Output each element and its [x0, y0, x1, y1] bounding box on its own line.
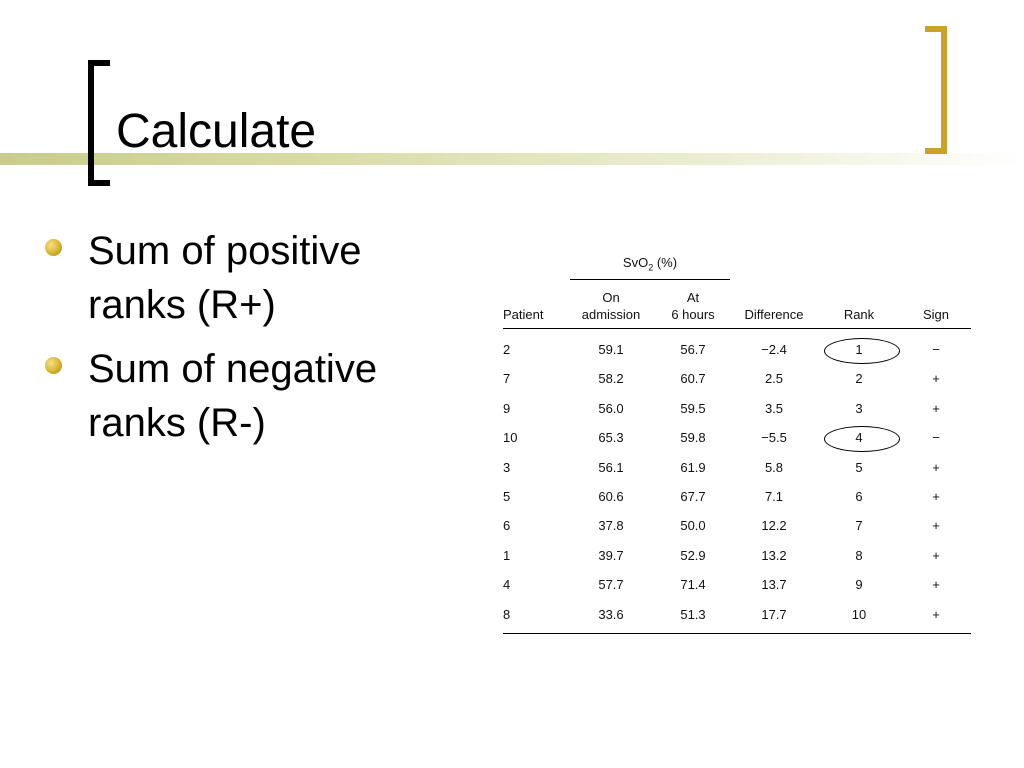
header-sign: Sign [901, 289, 971, 329]
cell-difference: −2.4 [761, 342, 787, 357]
cell-on-admission: 58.2 [598, 371, 624, 387]
header-on-admission: On admission [567, 289, 655, 329]
cell-patient: 7 [503, 371, 511, 387]
cell-sign: + [932, 577, 940, 593]
bullet-dot-icon [45, 357, 62, 374]
cell-on-admission: 56.0 [598, 400, 624, 416]
table-row [503, 600, 971, 634]
cell-difference: 17.7 [731, 600, 817, 634]
cell-on-admission: 57.7 [598, 577, 624, 593]
cell-rank: 4 [817, 423, 901, 452]
bullet-item [40, 342, 460, 450]
cell-sign: + [932, 371, 940, 387]
cell-patient: 3 [503, 459, 511, 475]
cell-rank: 1 [817, 329, 901, 365]
bullet-list [40, 224, 460, 460]
right-bracket-decoration [925, 26, 947, 154]
header-rank: Rank [817, 289, 901, 329]
cell-sign: − [932, 342, 940, 357]
bullet-text: Sum of positive ranks (R+) [88, 229, 362, 327]
cell-rank: 8 [855, 547, 863, 563]
slide-title: Calculate [116, 105, 317, 158]
table-header-row [503, 289, 971, 329]
header-patient: Patient [503, 289, 567, 329]
table-row [503, 570, 971, 599]
left-bracket-decoration [88, 60, 110, 186]
cell-at-6-hours: 50.0 [680, 518, 706, 534]
cell-patient: 6 [503, 518, 511, 534]
table-body [503, 329, 971, 634]
svo2-group-header: SvO$_2$ (%) [570, 252, 730, 280]
cell-sign: + [932, 547, 940, 563]
cell-at-6-hours: 71.4 [680, 577, 706, 593]
cell-rank: 2 [855, 371, 863, 387]
bullet-text: Sum of negative ranks (R-) [88, 347, 378, 445]
cell-on-admission: 33.6 [567, 600, 655, 634]
cell-sign: + [932, 459, 940, 475]
cell-on-admission: 60.6 [598, 489, 624, 505]
cell-rank: 5 [855, 459, 863, 475]
table-row [503, 541, 971, 570]
cell-patient: 1 [503, 547, 511, 563]
cell-at-6-hours: 56.7 [680, 342, 706, 357]
cell-rank: 10 [817, 600, 901, 634]
table-row [503, 394, 971, 423]
table-row [503, 482, 971, 511]
cell-sign: + [901, 600, 971, 634]
cell-on-admission: 65.3 [598, 430, 624, 446]
header-difference: Difference [731, 289, 817, 329]
cell-difference: 7.1 [764, 489, 784, 505]
table-row [503, 364, 971, 393]
cell-difference: 2.5 [764, 371, 784, 387]
cell-at-6-hours: 59.5 [680, 400, 706, 416]
cell-rank: 3 [855, 400, 863, 416]
cell-sign: + [932, 489, 940, 505]
cell-difference: 13.2 [761, 547, 787, 563]
cell-rank: 6 [855, 489, 863, 505]
cell-at-6-hours: 61.9 [680, 459, 706, 475]
cell-on-admission: 39.7 [598, 547, 624, 563]
cell-at-6-hours: 67.7 [680, 489, 706, 505]
cell-sign: − [932, 430, 940, 446]
cell-at-6-hours: 52.9 [680, 547, 706, 563]
cell-patient: 2 [503, 342, 511, 357]
cell-at-6-hours: 60.7 [680, 371, 706, 387]
cell-rank: 9 [855, 577, 863, 593]
cell-sign: + [932, 518, 940, 534]
cell-difference: 13.7 [761, 577, 787, 593]
cell-patient: 8 [503, 600, 567, 634]
cell-patient: 5 [503, 489, 511, 505]
cell-on-admission: 59.1 [598, 342, 624, 357]
table-row [503, 329, 971, 365]
table-row [503, 453, 971, 482]
cell-on-admission: 37.8 [598, 518, 624, 534]
cell-at-6-hours: 59.8 [680, 430, 706, 446]
table-row [503, 423, 971, 452]
cell-patient: 9 [503, 400, 511, 416]
cell-patient: 4 [503, 577, 511, 593]
header-at-6-hours: At 6 hours [655, 289, 731, 329]
cell-sign: + [932, 400, 940, 416]
cell-difference: 3.5 [764, 400, 784, 416]
cell-on-admission: 56.1 [598, 459, 624, 475]
cell-rank: 7 [855, 518, 863, 534]
table-row [503, 511, 971, 540]
cell-patient: 10 [503, 430, 518, 446]
bullet-item [40, 224, 460, 332]
cell-difference: 12.2 [761, 518, 787, 534]
bullet-dot-icon [45, 239, 62, 256]
cell-at-6-hours: 51.3 [655, 600, 731, 634]
cell-difference: −5.5 [761, 430, 787, 446]
rank-table [503, 289, 971, 634]
cell-difference: 5.8 [764, 459, 784, 475]
